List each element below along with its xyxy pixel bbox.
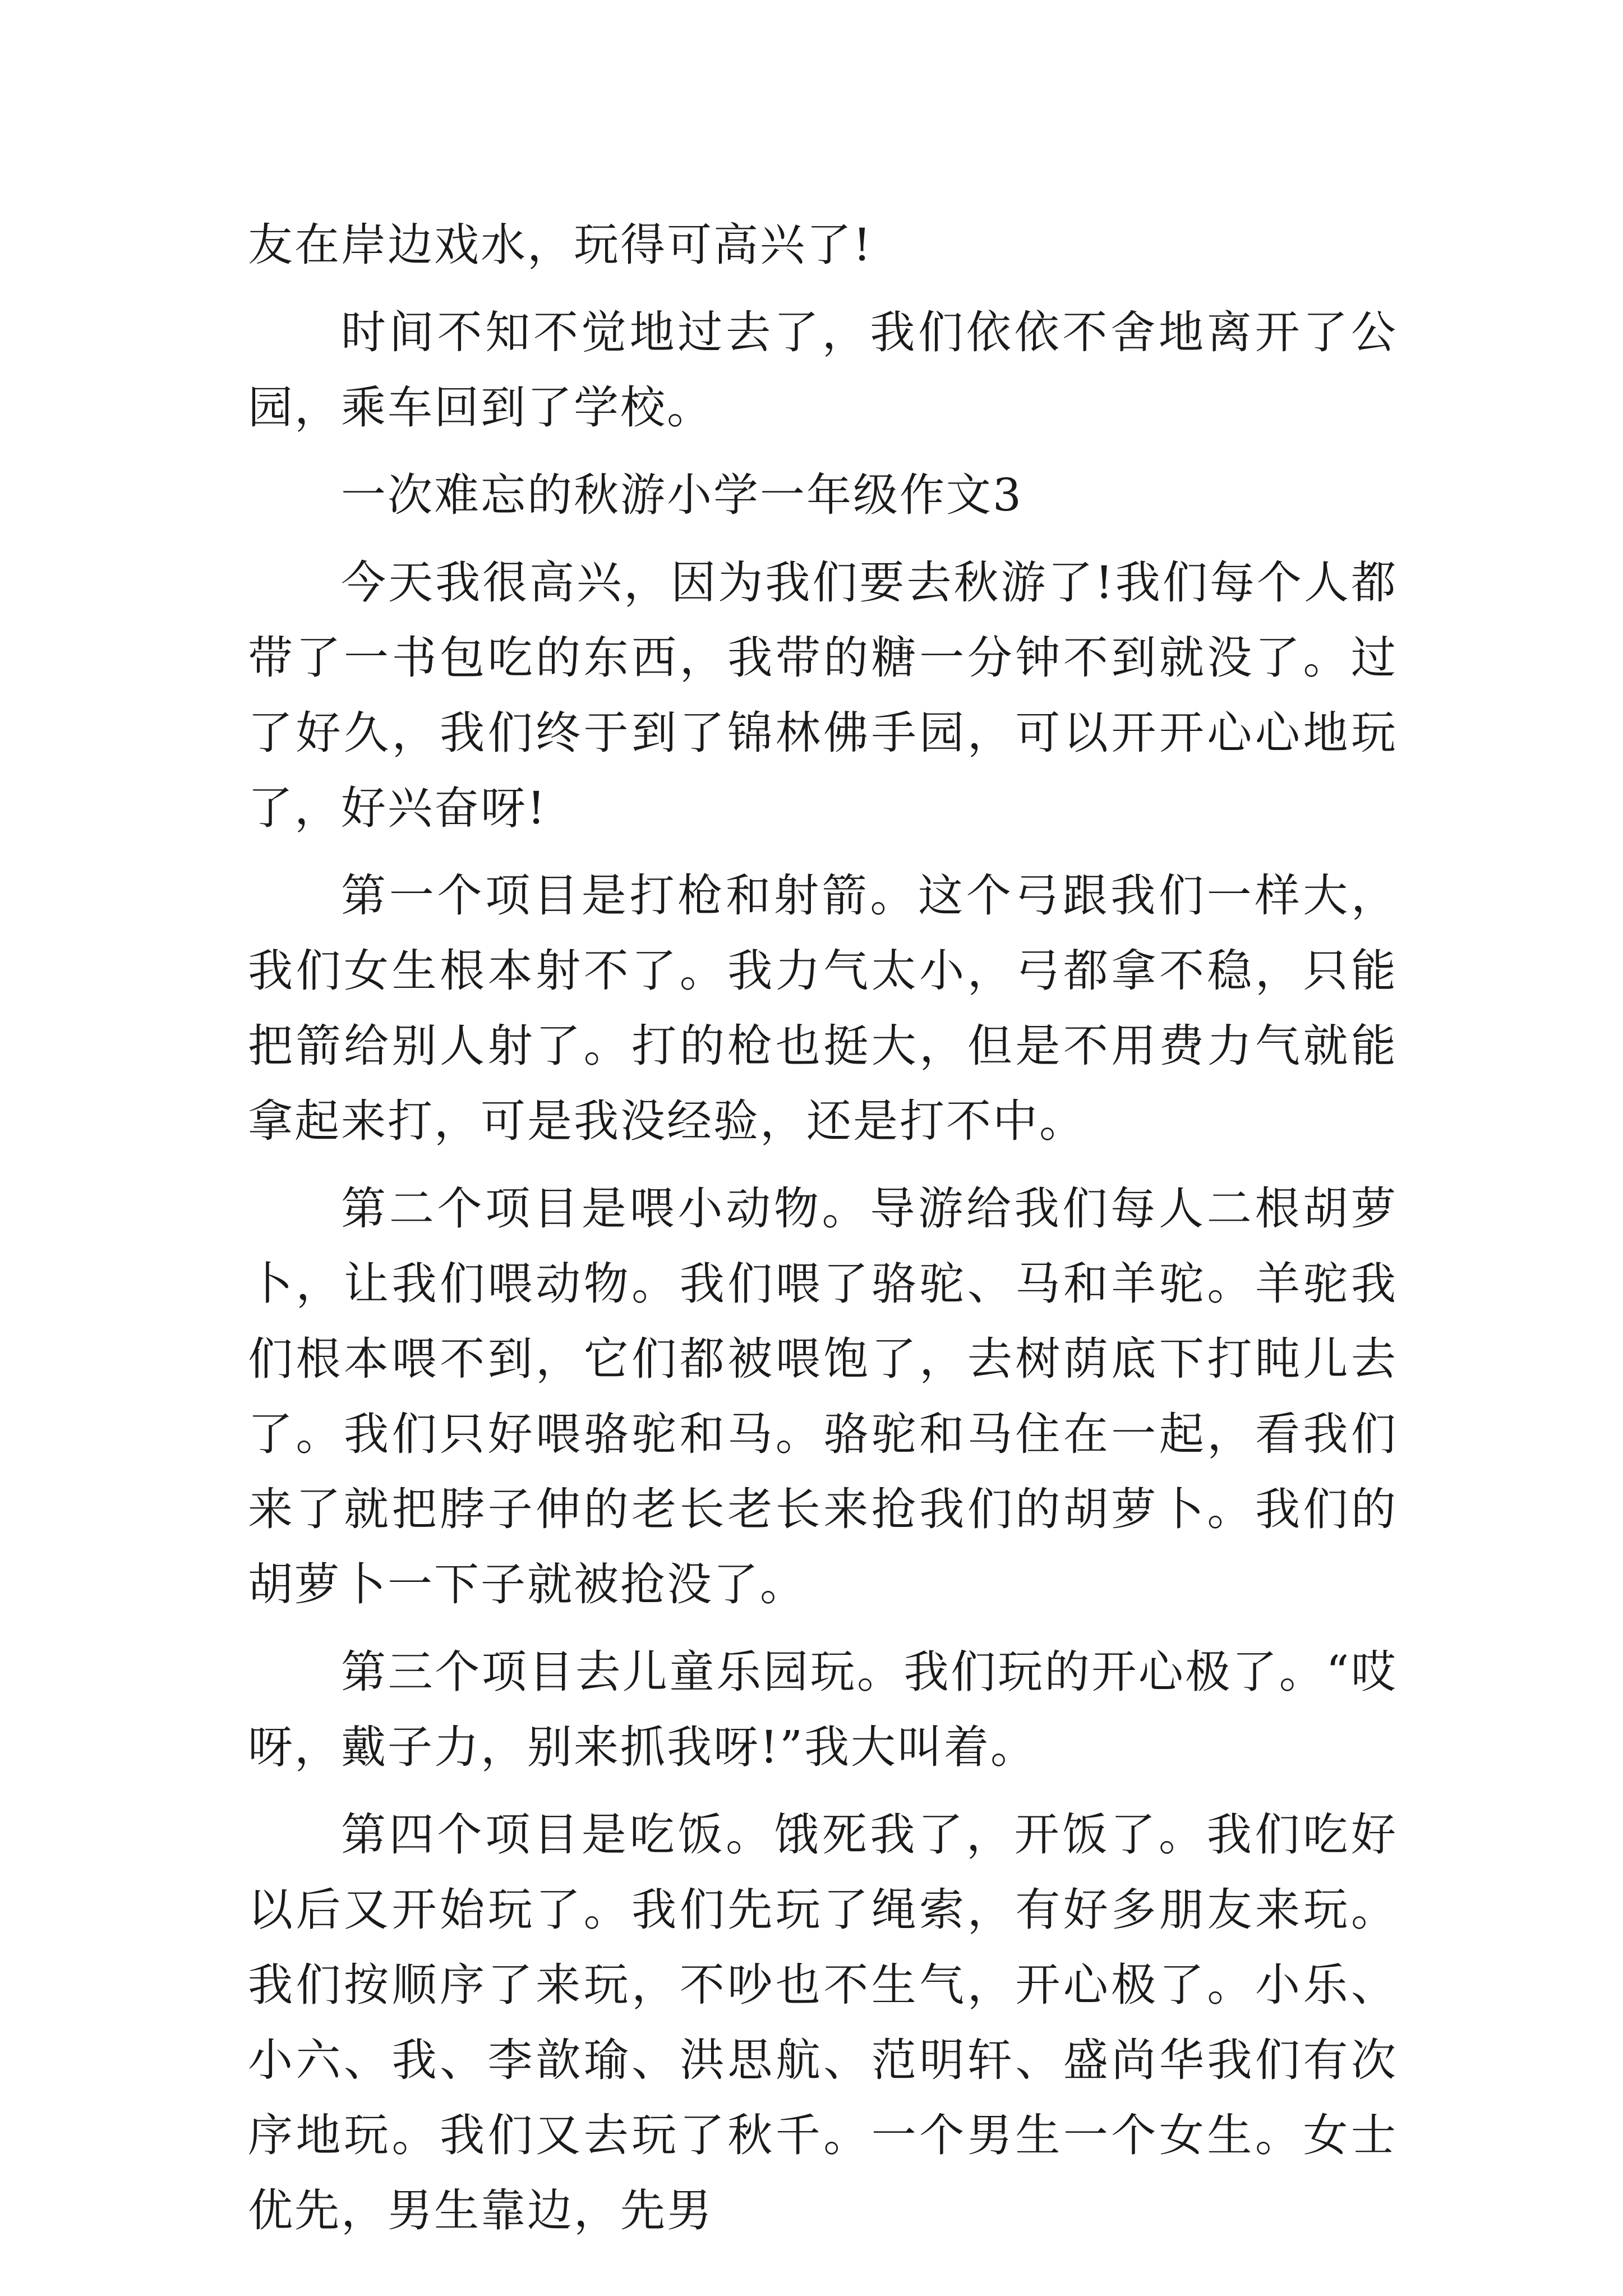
paragraph-5: 第二个项目是喂小动物。导游给我们每人二根胡萝卜，让我们喂动物。我们喂了骆驼、马和羊驼。羊驼我们根本喂不到，它们都被喂饱了，去树荫底下打盹儿去了。我们只好喂骆驼和马。骆驼和马住在一起，看我们来了就把脖子伸的老长老长来抢我们的胡萝卜。我们的胡萝卜一下子就被抢没了。 xyxy=(248,1182,1398,1611)
paragraph-3: 今天我很高兴，因为我们要去秋游了!我们每个人都带了一书包吃的东西，我带的糖一分钟不到就没了。过了好久，我们终于到了锦林佛手园，可以开开心心地玩了，好兴奋呀! xyxy=(248,556,1398,834)
paragraph-7: 第四个项目是吃饭。饿死我了，开饭了。我们吃好以后又开始玩了。我们先玩了绳索，有好多朋友来玩。我们按顺序了来玩，不吵也不生气，开心极了。小乐、小六、我、李歆瑜、洪思航、范明轩、盛尚华我们有次序地玩。我们又去玩了秋千。一个男生一个女生。女士优先，男生靠边，先男 xyxy=(248,1809,1398,2237)
paragraph-6: 第三个项目去儿童乐园玩。我们玩的开心极了。“哎呀，戴子力，别来抓我呀!”我大叫着。 xyxy=(248,1646,1398,1773)
paragraph-4: 第一个项目是打枪和射箭。这个弓跟我们一样大，我们女生根本射不了。我力气太小，弓都拿不稳，只能把箭给别人射了。打的枪也挺大，但是不用费力气就能拿起来打，可是我没经验，还是打不中。 xyxy=(248,869,1398,1147)
paragraph-2: 时间不知不觉地过去了，我们依依不舍地离开了公园，乘车回到了学校。 xyxy=(248,306,1398,434)
document-body xyxy=(248,208,1398,2248)
paragraph-1: 友在岸边戏水，玩得可高兴了! xyxy=(248,219,873,271)
section-title: 一次难忘的秋游小学一年级作文3 xyxy=(341,469,1023,521)
